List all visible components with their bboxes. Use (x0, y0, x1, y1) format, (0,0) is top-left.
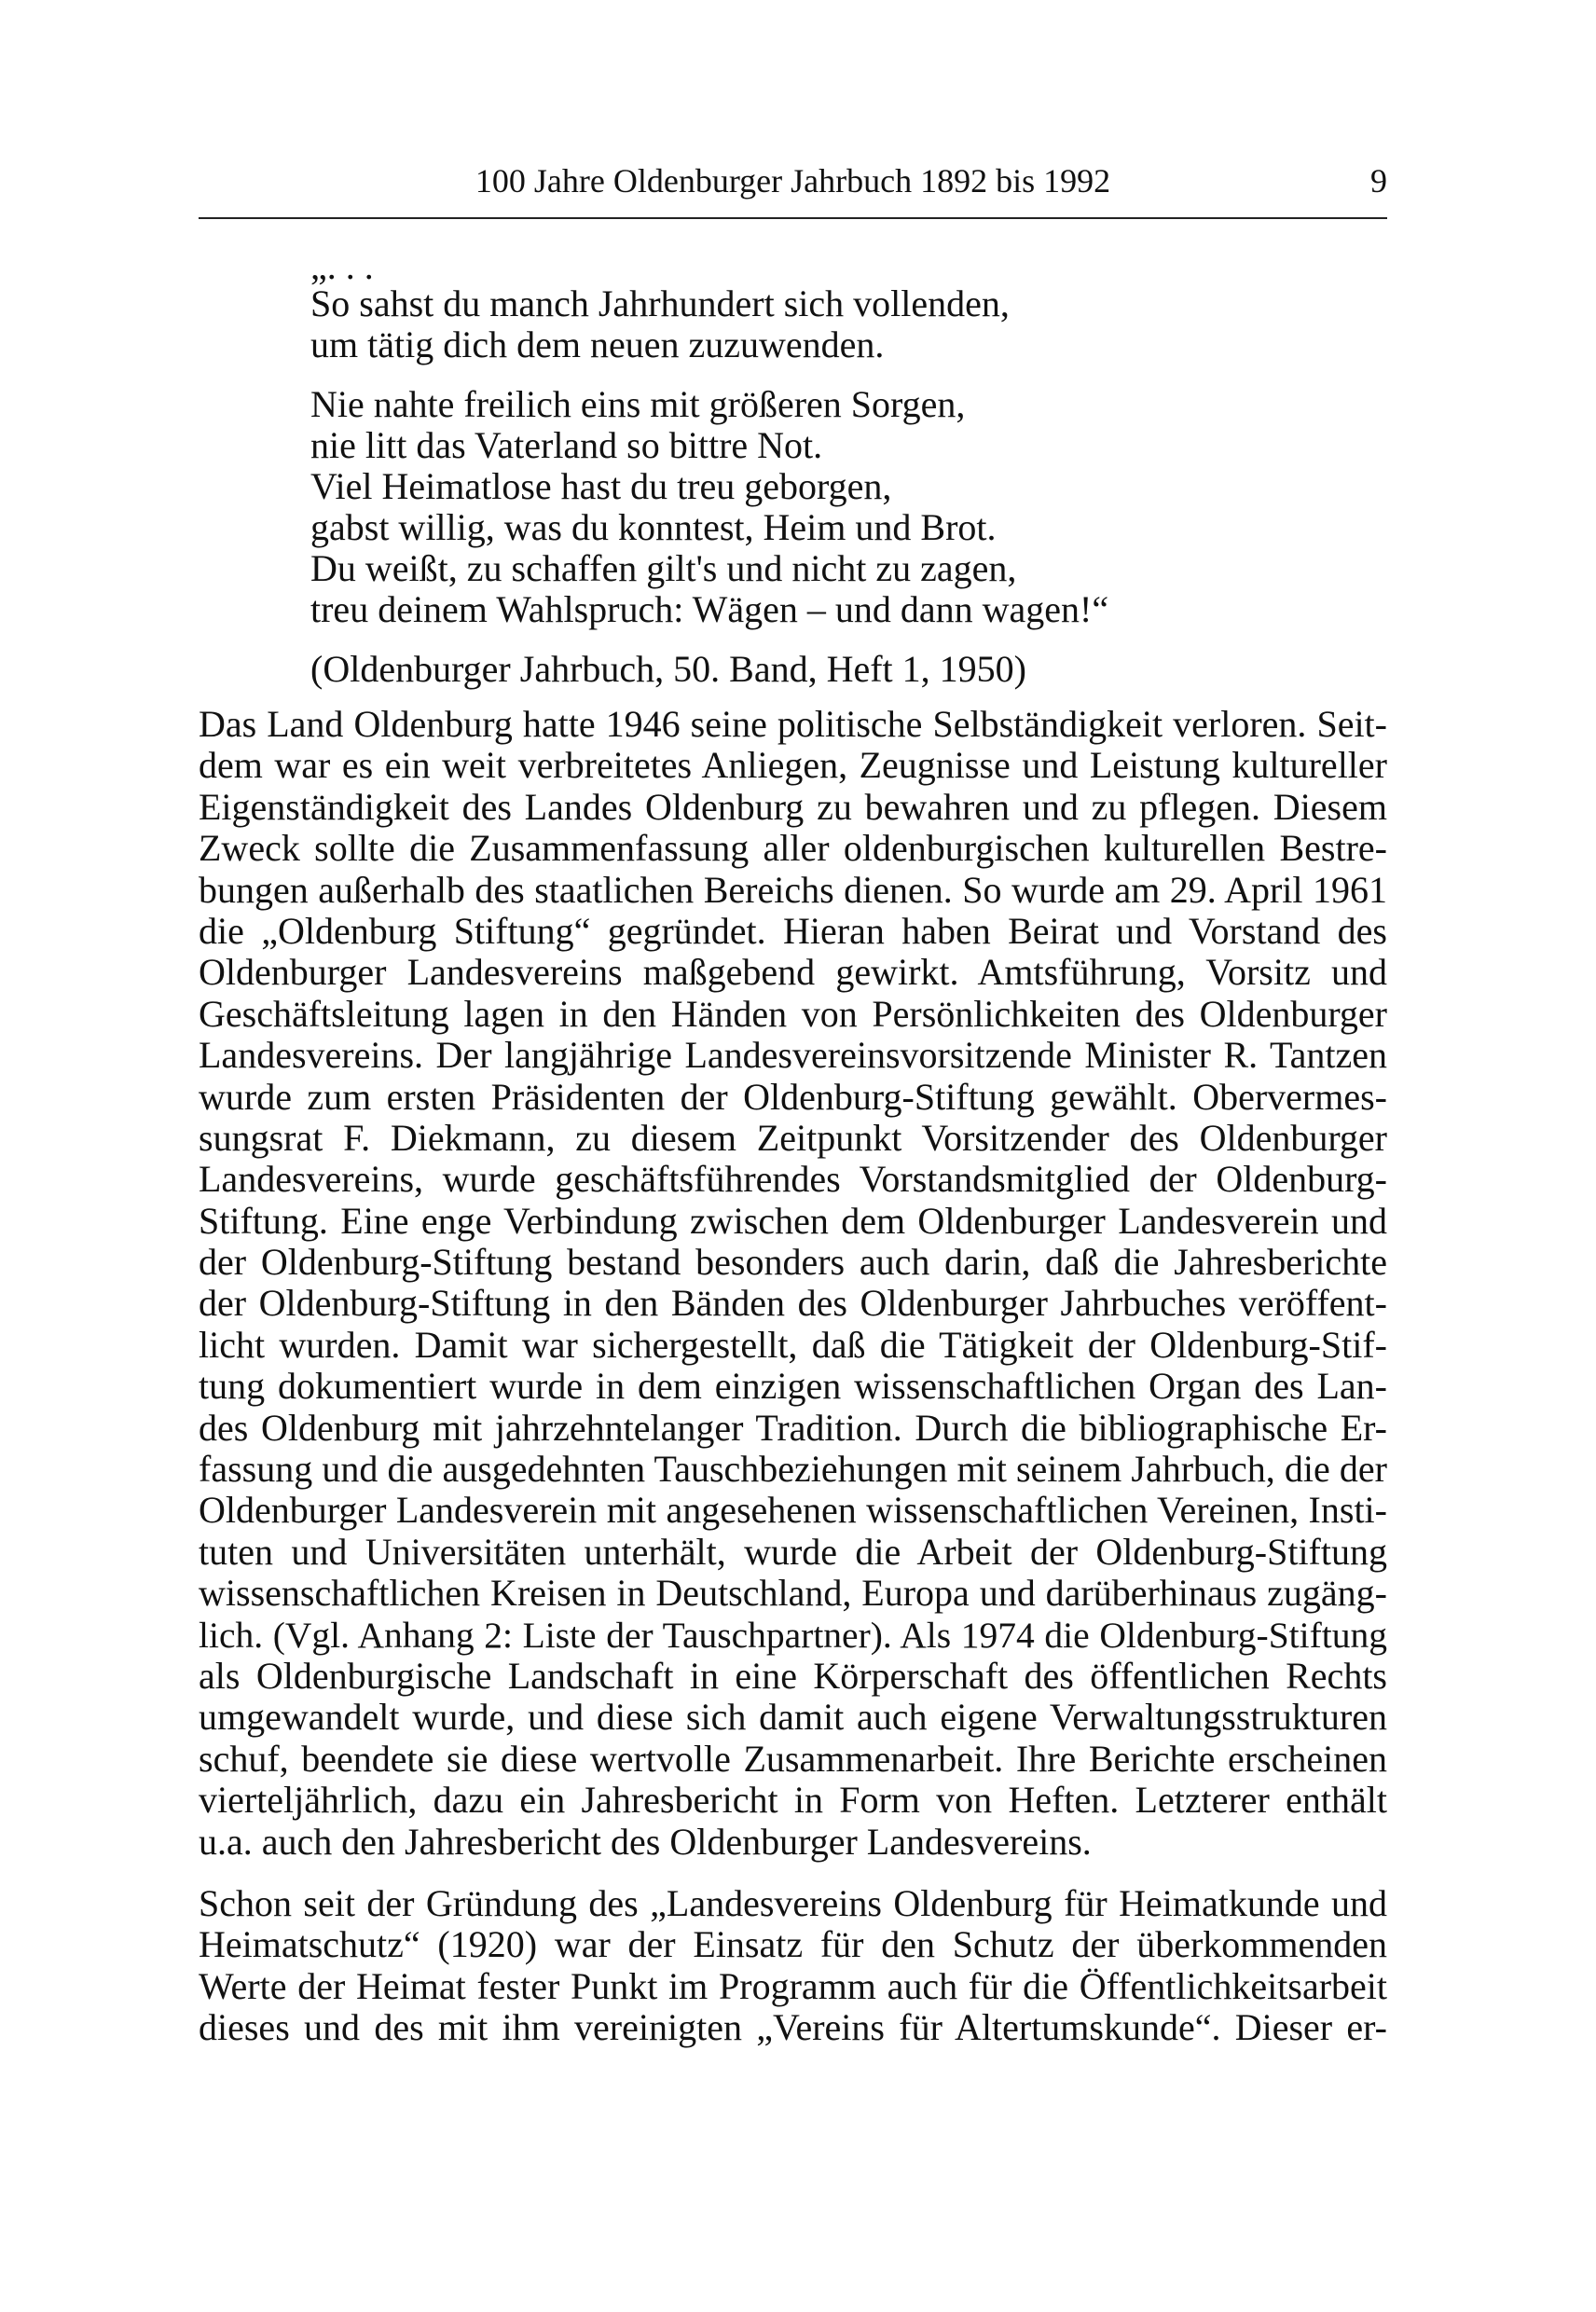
text-line: Landesvereins. Der langjährige Landesvereinsvorsitzende Minister R. Tantzen (199, 1034, 1387, 1077)
text-line: tung dokumentiert wurde in dem einzigen wissenschaftlichen Organ des Lan- (199, 1365, 1387, 1408)
text-line: Werte der Heimat fester Punkt im Programm auch für die Öffentlichkeitsarbeit (199, 1964, 1387, 2007)
text-line: sungsrat F. Diekmann, zu diesem Zeitpunkt Vorsitzender des Oldenburger (199, 1116, 1387, 1159)
poem-opening-ellipsis: „. . . (310, 245, 374, 287)
text-line: des Oldenburg mit jahrzehntelanger Tradition. Durch die bibliographische Er- (199, 1406, 1387, 1449)
poem-line: nie litt das Vaterland so bittre Not. (310, 424, 823, 466)
text-line: Oldenburger Landesvereins maßgebend gewirkt. Amtsführung, Vorsitz und (199, 951, 1387, 994)
text-line: tuten und Universitäten unterhält, wurde die Arbeit der Oldenburg-Stiftung (199, 1530, 1387, 1573)
text-line: Oldenburger Landesverein mit angesehenen wissenschaftlichen Vereinen, Insti- (199, 1489, 1387, 1532)
text-line: u.a. auch den Jahresbericht des Oldenburger Landesvereins. (199, 1820, 1092, 1863)
text-line: Das Land Oldenburg hatte 1946 seine politische Selbständigkeit verloren. Seit- (199, 703, 1387, 745)
text-line: Geschäftsleitung lagen in den Händen von Persönlichkeiten des Oldenburger (199, 992, 1387, 1035)
text-line: licht wurden. Damit war sichergestellt, daß die Tätigkeit der Oldenburg-Stif- (199, 1323, 1387, 1366)
poem-source-citation: (Oldenburger Jahrbuch, 50. Band, Heft 1, 1950) (310, 648, 1026, 690)
text-line: umgewandelt wurde, und diese sich damit auch eigene Verwaltungsstrukturen (199, 1696, 1387, 1739)
poem-quote (310, 245, 1336, 690)
text-line: der Oldenburg-Stiftung bestand besonders auch darin, daß die Jahresberichte (199, 1241, 1387, 1284)
poem-line: Du weißt, zu schaffen gilt's und nicht zu zagen, (310, 547, 1017, 589)
text-line: lich. (Vgl. Anhang 2: Liste der Tauschpartner). Als 1974 die Oldenburg-Stiftung (199, 1614, 1387, 1656)
text-line: Heimatschutz“ (1920) war der Einsatz für den Schutz der überkommenden (199, 1923, 1387, 1966)
poem-line: Viel Heimatlose hast du treu geborgen, (310, 465, 892, 507)
text-line: der Oldenburg-Stiftung in den Bänden des Oldenburger Jahrbuches veröffent- (199, 1282, 1387, 1325)
text-line: Zweck sollte die Zusammenfassung aller oldenburgischen kulturellen Bestre- (199, 827, 1387, 870)
running-title: 100 Jahre Oldenburger Jahrbuch 1892 bis 1992 (475, 162, 1111, 200)
text-line: Eigenständigkeit des Landes Oldenburg zu bewahren und zu pflegen. Diesem (199, 785, 1387, 828)
text-line: dem war es ein weit verbreitetes Anliegen, Zeugnisse und Leistung kultureller (199, 744, 1387, 787)
poem-line: Nie nahte freilich eins mit größeren Sorgen, (310, 383, 966, 425)
text-line: Landesvereins, wurde geschäftsführendes Vorstandsmitglied der Oldenburg- (199, 1158, 1387, 1201)
header-rule (199, 217, 1387, 219)
poem-line: So sahst du manch Jahrhundert sich vollenden, (310, 282, 1010, 324)
text-line: fassung und die ausgedehnten Tauschbeziehungen mit seinem Jahrbuch, die der (199, 1448, 1387, 1491)
text-line: vierteljährlich, dazu ein Jahresbericht in Form von Heften. Letzterer enthält (199, 1779, 1387, 1822)
running-header (199, 157, 1387, 205)
poem-line: gabst willig, was du konntest, Heim und Brot. (310, 506, 997, 548)
poem-line: treu deinem Wahlspruch: Wägen – und dann wagen!“ (310, 588, 1109, 630)
text-line: Schon seit der Gründung des „Landesvereins Oldenburg für Heimatkunde und (199, 1882, 1387, 1924)
poem-line: um tätig dich dem neuen zuzuwenden. (310, 323, 885, 365)
text-line: wissenschaftlichen Kreisen in Deutschland, Europa und darüberhinaus zugäng- (199, 1572, 1387, 1615)
body-paragraph-2 (199, 1883, 1387, 2049)
text-line: Stiftung. Eine enge Verbindung zwischen dem Oldenburger Landesverein und (199, 1199, 1387, 1242)
text-line: wurde zum ersten Präsidenten der Oldenburg-Stiftung gewählt. Obervermes- (199, 1075, 1387, 1118)
body-paragraph-1 (199, 704, 1387, 1863)
text-line: dieses und des mit ihm vereinigten „Vereins für Altertumskunde“. Dieser er- (199, 2006, 1387, 2049)
text-line: bungen außerhalb des staatlichen Bereichs dienen. So wurde am 29. April 1961 (199, 868, 1387, 911)
page-number: 9 (1370, 162, 1387, 200)
text-line: schuf, beendete sie diese wertvolle Zusammenarbeit. Ihre Berichte erscheinen (199, 1737, 1387, 1780)
text-line: die „Oldenburg Stiftung“ gegründet. Hieran haben Beirat und Vorstand des (199, 909, 1387, 952)
text-line: als Oldenburgische Landschaft in eine Körperschaft des öffentlichen Rechts (199, 1654, 1387, 1697)
